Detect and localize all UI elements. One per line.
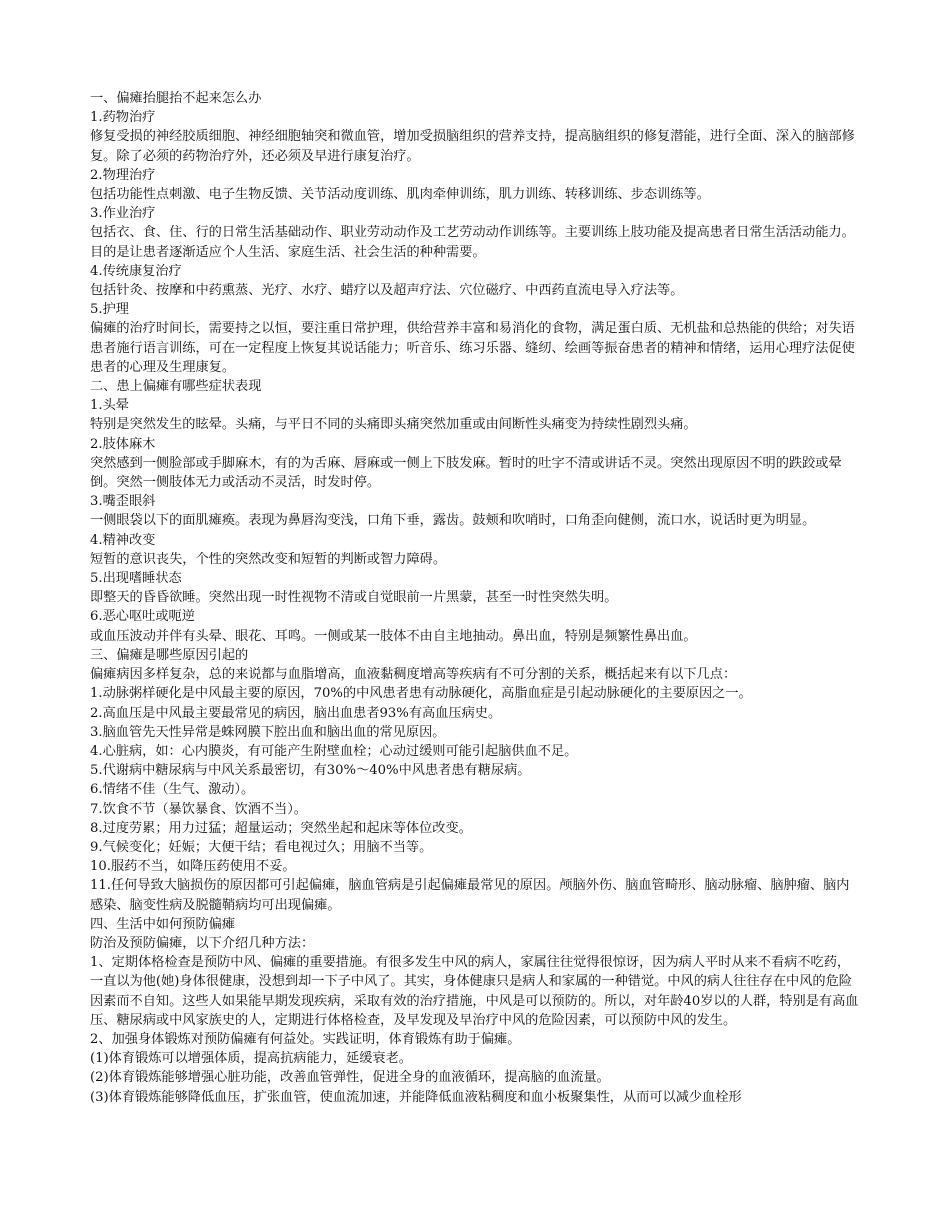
- section-heading-3: 三、偏瘫是哪些原因引起的: [90, 647, 249, 663]
- list-item: 7.饮食不节（暴饮暴食、饮酒不当）。: [90, 801, 307, 817]
- paragraph: 修复受损的神经胶质细胞、神经细胞轴突和微血管，增加受损脑组织的营养支持，提高脑组织的修复潜能，进行全面、深入的脑部修复。除了必须的药物治疗外，还必须及早进行康复治疗。: [90, 129, 855, 164]
- list-item: 8.过度劳累；用力过猛；超量运动；突然坐起和起床等体位改变。: [90, 820, 472, 836]
- subheading: 6.恶心呕吐或呃逆: [90, 609, 195, 625]
- paragraph: 1、定期体格检查是预防中风、偏瘫的重要措施。有很多发生中风的病人，家属往往觉得很惊讶，因为病人平时从来不看病不吃药，一直以为他(她)身体很健康，没想到却一下子中风了。其实，身体健康只是病人和家属的一种错觉。中风的病人往往存在中风的危险因素而不自知。这些人如果能早期发现疾病，采取有效的治疗措施，中风是可以预防的。所以，对年龄40岁以的人群，特别是有高血压、糖尿病或中风家族史的人，定期进行体格检查，及早发现及早治疗中风的危险因素，可以预防中风的发生。: [90, 955, 859, 1028]
- list-item: 4.心脏病，如：心内膜炎，有可能产生附壁血栓；心动过缓则可能引起脑供血不足。: [90, 743, 578, 759]
- list-item: 5.代谢病中糖尿病与中风关系最密切，有30%～40%中风患者患有糖尿病。: [90, 763, 531, 779]
- subheading: 3.嘴歪眼斜: [90, 494, 156, 510]
- list-item: 1.动脉粥样硬化是中风最主要的原因，70%的中风患者患有动脉硬化，高脂血症是引起动脉硬化的主要原因之一。: [90, 686, 752, 702]
- paragraph: 短暂的意识丧失，个性的突然改变和短暂的判断或智力障碍。: [90, 551, 447, 567]
- subheading: 4.传统康复治疗: [90, 263, 182, 279]
- subheading: 2.肢体麻木: [90, 436, 156, 452]
- list-item: 11.任何导致大脑损伤的原因都可引起偏瘫，脑血管病是引起偏瘫最常见的原因。颅脑外伤、脑血管畸形、脑动脉瘤、脑肿瘤、脑内感染、脑变性病及脱髓鞘病均可出现偏瘫。: [90, 878, 850, 913]
- list-item: 10.服药不当，如降压药使用不妥。: [90, 859, 296, 875]
- document-body: [90, 89, 860, 1107]
- list-item: 3.脑血管先天性异常是蛛网膜下腔出血和脑出血的常见原因。: [90, 724, 446, 740]
- paragraph: 偏瘫病因多样复杂，总的来说都与血脂增高，血液黏稠度增高等疾病有不可分割的关系，概括起来有以下几点：: [90, 667, 737, 683]
- paragraph: 突然感到一侧脸部或手脚麻木，有的为舌麻、唇麻或一侧上下肢发麻。暂时的吐字不清或讲话不灵。突然出现原因不明的跌跤或晕倒。突然一侧肢体无力或活动不灵活，时发时停。: [90, 455, 842, 491]
- paragraph: 特别是突然发生的眩晕。头痛，与平日不同的头痛即头痛突然加重或由间断性头痛变为持续性剧烈头痛。: [90, 417, 697, 433]
- paragraph: 即整天的昏昏欲睡。突然出现一时性视物不清或自觉眼前一片黑蒙，甚至一时性突然失明。: [90, 590, 618, 606]
- subheading: 5.护理: [90, 302, 129, 318]
- list-item: 9.气候变化；妊娠；大便干结；看电视过久；用脑不当等。: [90, 839, 433, 855]
- section-heading-2: 二、患上偏瘫有哪些症状表现: [90, 379, 262, 395]
- section-heading-4: 四、生活中如何预防偏瘫: [90, 916, 236, 932]
- paragraph: 偏瘫的治疗时间长，需要持之以恒，要注重日常护理，供给营养丰富和易消化的食物，满足蛋白质、无机盐和总热能的供给；对失语患者施行语言训练，可在一定程度上恢复其说话能力；听音乐、练习乐器、缝纫、绘画等振奋患者的精神和情绪，运用心理疗法促使患者的心理及生理康复。: [90, 321, 855, 375]
- list-item: (3)体育锻炼能够降低血压，扩张血管，使血流加速，并能降低血液粘稠度和血小板聚集性，从而可以减少血栓形: [90, 1089, 742, 1105]
- subheading: 1.头晕: [90, 398, 129, 414]
- paragraph: 包括功能性点刺激、电子生物反馈、关节活动度训练、肌肉牵伸训练，肌力训练、转移训练、步态训练等。: [90, 187, 710, 203]
- paragraph: 包括衣、食、住、行的日常生活基础动作、职业劳动动作及工艺劳动动作训练等。主要训练上肢功能及提高患者日常生活活动能力。目的是让患者逐渐适应个人生活、家庭生活、社会生活的种种需要。: [90, 225, 855, 260]
- paragraph: 包括针灸、按摩和中药熏蒸、光疗、水疗、蜡疗以及超声疗法、穴位磁疗、中西药直流电导入疗法等。: [90, 283, 684, 299]
- list-item: 6.情绪不佳（生气、激动）。: [90, 782, 255, 798]
- subheading: 3.作业治疗: [90, 206, 156, 222]
- subheading: 5.出现嗜睡状态: [90, 571, 182, 587]
- paragraph: 或血压波动并伴有头晕、眼花、耳鸣。一侧或某一肢体不由自主地抽动。鼻出血，特别是频繁性鼻出血。: [90, 628, 697, 644]
- subheading: 2.物理治疗: [90, 167, 156, 183]
- list-item: (1)体育锻炼可以增强体质，提高抗病能力，延缓衰老。: [90, 1051, 412, 1067]
- subheading: 4.精神改变: [90, 532, 156, 548]
- paragraph: 2、加强身体锻炼对预防偏瘫有何益处。实践证明，体育锻炼有助于偏瘫。: [90, 1031, 521, 1047]
- list-item: (2)体育锻炼能够增强心脏功能，改善血管弹性，促进全身的血液循环，提高脑的血流量。: [90, 1070, 610, 1086]
- list-item: 2.高血压是中风最主要最常见的病因，脑出血患者93%有高血压病史。: [90, 705, 502, 721]
- paragraph: 一侧眼袋以下的面肌瘫痪。表现为鼻唇沟变浅，口角下垂，露齿。鼓颊和吹哨时，口角歪向健侧，流口水，说话时更为明显。: [90, 513, 816, 529]
- paragraph: 防治及预防偏瘫，以下介绍几种方法：: [90, 935, 315, 951]
- subheading: 1.药物治疗: [90, 110, 156, 126]
- section-heading-1: 一、偏瘫抬腿抬不起来怎么办: [90, 91, 262, 106]
